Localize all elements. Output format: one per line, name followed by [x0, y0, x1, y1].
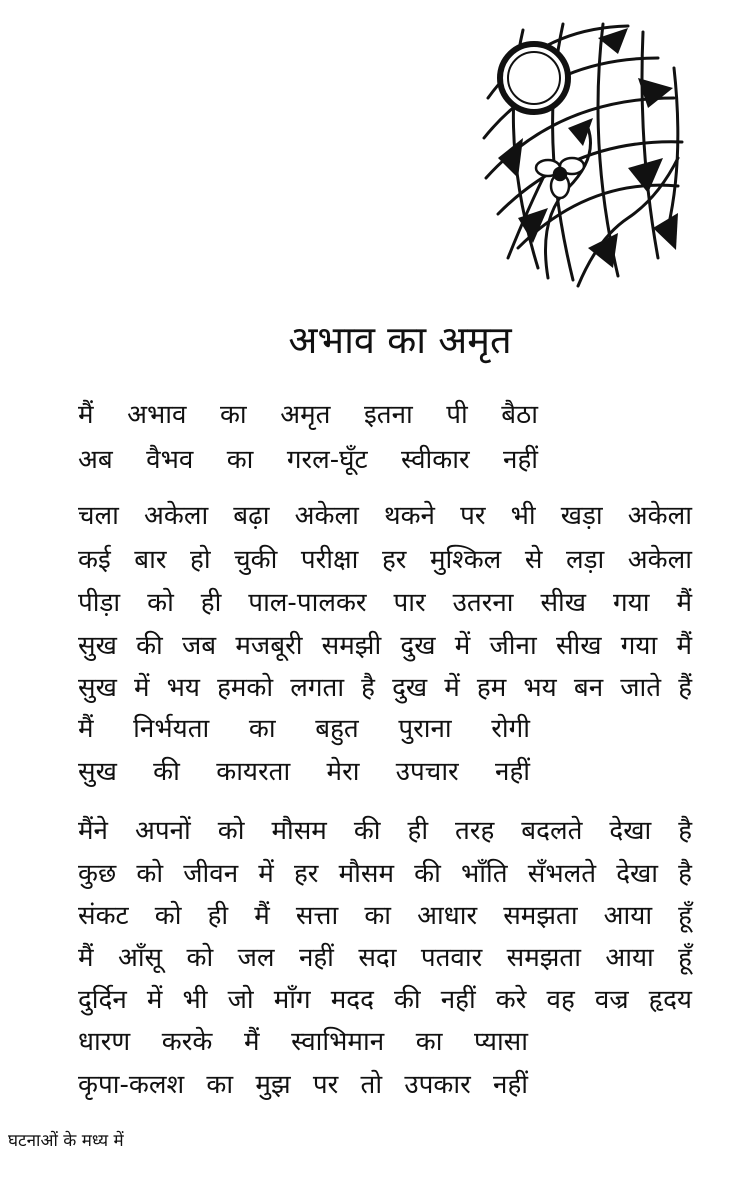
- stanza-3-line-2: कुछ को जीवन में हर मौसम की भाँति सँभलते देखा है: [78, 859, 692, 889]
- stanza-3-line-7: कृपा-कलश का मुझ पर तो उपकार नहीं: [78, 1070, 528, 1100]
- stanza-3-line-6: धारण करके मैं स्वाभिमान का प्यासा: [78, 1027, 528, 1057]
- poem-illustration: [478, 18, 688, 290]
- stanza-2-line-1: चला अकेला बढ़ा अकेला थकने पर भी खड़ा अकेला: [78, 501, 692, 531]
- stanza-1-line-2: अब वैभव का गरल-घूँट स्वीकार नहीं: [78, 445, 538, 475]
- stanza-3-line-1: मैंने अपनों को मौसम की ही तरह बदलते देखा है: [78, 816, 692, 846]
- stanza-1-line-1: मैं अभाव का अमृत इतना पी बैठा: [78, 400, 538, 430]
- stanza-2-line-4: सुख की जब मजबूरी समझी दुख में जीना सीख गया मैं: [78, 631, 692, 661]
- stanza-3-line-4: मैं आँसू को जल नहीं सदा पतवार समझता आया हूँ: [78, 943, 692, 973]
- stanza-2-line-6: मैं निर्भयता का बहुत पुराना रोगी: [78, 714, 530, 744]
- stanza-2-line-7: सुख की कायरता मेरा उपचार नहीं: [78, 757, 530, 787]
- stanza-3-line-3: संकट को ही मैं सत्ता का आधार समझता आया हूँ: [78, 901, 692, 931]
- stanza-2-line-3: पीड़ा को ही पाल-पालकर पार उतरना सीख गया मैं: [78, 588, 692, 618]
- running-footer-title: घटनाओं के मध्य में: [8, 1131, 124, 1151]
- stanza-3-line-5: दुर्दिन में भी जो माँग मदद की नहीं करे वह वज्र हृदय: [78, 985, 692, 1015]
- poem-title: अभाव का अमृत: [288, 318, 512, 362]
- stanza-2-line-2: कई बार हो चुकी परीक्षा हर मुश्किल से लड़ा अकेला: [78, 545, 692, 575]
- stanza-2-line-5: सुख में भय हमको लगता है दुख में हम भय बन जाते हैं: [78, 673, 692, 703]
